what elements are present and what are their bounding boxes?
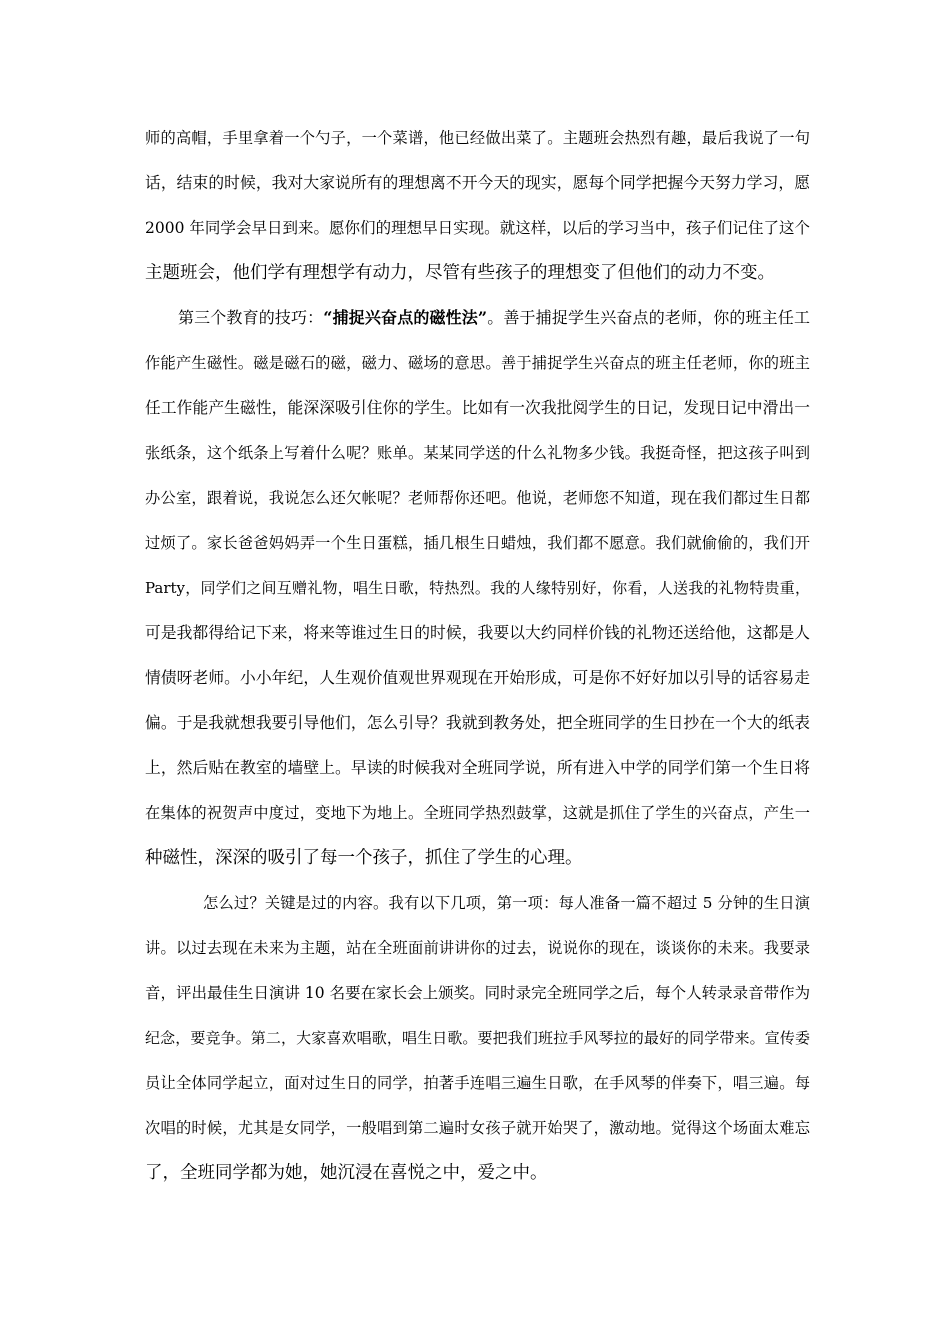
paragraph-2-line-10: 偏。于是我就想我要引导他们，怎么引导？我就到教务处，把全班同学的生日抄在一个大的纸表 xyxy=(145,713,810,732)
paragraph-1-line-4: 主题班会，他们学有理想学有动力，尽管有些孩子的理想变了但他们的动力不变。 xyxy=(145,263,775,283)
paragraph-2-first-line xyxy=(178,306,810,330)
paragraph-2-bold-title: “捕捉兴奋点的磁性法” xyxy=(323,308,488,327)
paragraph-2-line-8: 可是我都得给记下来，将来等谁过生日的时候，我要以大约同样价钱的礼物还送给他，这都是人 xyxy=(145,623,810,642)
paragraph-2-line-3: 任工作能产生磁性，能深深吸引住你的学生。比如有一次我批阅学生的日记，发现日记中滑出一 xyxy=(145,398,810,417)
paragraph-2-line-2: 作能产生磁性。磁是磁石的磁，磁力、磁场的意思。善于捕捉学生兴奋点的班主任老师，你的班主 xyxy=(145,354,810,372)
paragraph-2-line-7: Party，同学们之间互赠礼物，唱生日歌，特热烈。我的人缘特别好，你看，人送我的礼物特贵重， xyxy=(145,579,810,597)
paragraph-2-prefix: 第三个教育的技巧： xyxy=(178,308,324,327)
paragraph-1-line-3: 2000 年同学会早日到来。愿你们的理想早日实现。就这样，以后的学习当中，孩子们记住了这个 xyxy=(145,219,810,237)
paragraph-3-first-line: 怎么过？关键是过的内容。我有以下几项，第一项：每人准备一篇不超过 5 分钟的生日演 xyxy=(203,894,810,912)
paragraph-1-line-1: 师的高帽，手里拿着一个勺子，一个菜谱，他已经做出菜了。主题班会热烈有趣，最后我说了一句 xyxy=(145,129,810,147)
paragraph-2-suffix: 。善于捕捉学生兴奋点的老师，你的班主任工 xyxy=(487,308,810,327)
paragraph-3-line-4: 纪念，要竞争。第二，大家喜欢唱歌，唱生日歌。要把我们班拉手风琴拉的最好的同学带来。宣传委 xyxy=(145,1029,810,1047)
paragraph-2-line-12: 在集体的祝贺声中度过，变地下为地上。全班同学热烈鼓掌，这就是抓住了学生的兴奋点，产生一 xyxy=(145,804,810,822)
paragraph-2-line-11: 上，然后贴在教室的墙壁上。早读的时候我对全班同学说，所有进入中学的同学们第一个生日将 xyxy=(145,758,810,777)
paragraph-3-line-3: 音，评出最佳生日演讲 10 名要在家长会上颁奖。同时录完全班同学之后，每个人转录录音带作为 xyxy=(145,984,810,1002)
paragraph-2-line-6: 过烦了。家长爸爸妈妈弄一个生日蛋糕，插几根生日蜡烛，我们都不愿意。我们就偷偷的，我们开 xyxy=(145,534,810,552)
paragraph-2-line-9: 情债呀老师。小小年纪，人生观价值观世界观现在开始形成，可是你不好好加以引导的话容易走 xyxy=(145,668,810,687)
paragraph-3-line-7: 了，全班同学都为她，她沉浸在喜悦之中，爱之中。 xyxy=(145,1163,548,1183)
paragraph-3-line-2: 讲。以过去现在未来为主题，站在全班面前讲讲你的过去，说说你的现在，谈谈你的未来。我要录 xyxy=(145,939,810,957)
paragraph-1-line-2: 话，结束的时候，我对大家说所有的理想离不开今天的现实，愿每个同学把握今天努力学习，愿 xyxy=(145,173,810,192)
paragraph-3-line-6: 次唱的时候，尤其是女同学，一般唱到第二遍时女孩子就开始哭了，激动地。觉得这个场面太难忘 xyxy=(145,1119,810,1137)
paragraph-2-line-4: 张纸条，这个纸条上写着什么呢？账单。某某同学送的什么礼物多少钱。我挺奇怪，把这孩子叫到 xyxy=(145,444,810,462)
paragraph-2-line-5: 办公室，跟着说，我说怎么还欠帐呢？老师帮你还吧。他说，老师您不知道，现在我们都过生日都 xyxy=(145,489,810,507)
paragraph-2-line-13: 种磁性，深深的吸引了每一个孩子，抓住了学生的心理。 xyxy=(145,848,583,868)
paragraph-3-line-5: 员让全体同学起立，面对过生日的同学，拍著手连唱三遍生日歌，在手风琴的伴奏下，唱三遍。每 xyxy=(145,1074,810,1092)
